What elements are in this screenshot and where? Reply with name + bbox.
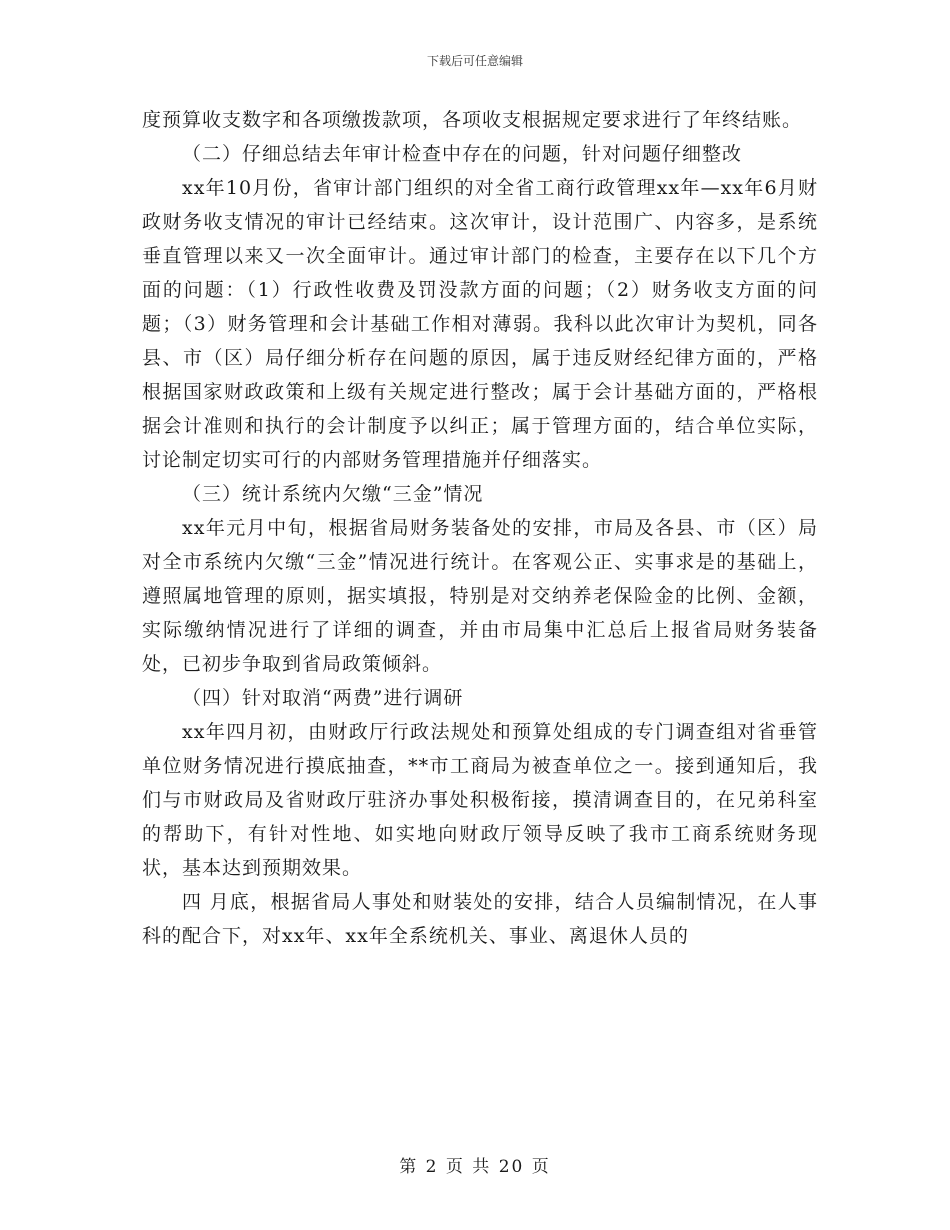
paragraph-audit: xx年10月份，省审计部门组织的对全省工商行政管理xx年—xx年6月财政财务收支情况的审计已经结束。这次审计，设计范围广、内容多，是系统垂直管理以来又一次全面审计。通过审计部门的检查，主要存在以下几个方面的问题：（1）行政性收费及罚没款方面的问题；（2）财务收支方面的问题；（3）财务管理和会计基础工作相对薄弱。我科以此次审计为契机，同各县、市（区）局仔细分析存在问题的原因，属于违反财经纪律方面的，严格根据国家财政政策和上级有关规定进行整改；属于会计基础方面的，严格根据会计准则和执行的会计制度予以纠正；属于管理方面的，结合单位实际，讨论制定切实可行的内部财务管理措施并仔细落实。 bbox=[142, 177, 818, 471]
page-header-note: 下载后可任意编辑 bbox=[426, 54, 523, 68]
section-heading-2: （二）仔细总结去年审计检查中存在的问题，针对问题仔细整改 bbox=[182, 143, 743, 165]
section-heading-3: （三）统计系统内欠缴“三金”情况 bbox=[182, 483, 484, 505]
paragraph-survey: xx年四月初，由财政厅行政法规处和预算处组成的专门调查组对省垂管单位财务情况进行摸底抽查，**市工商局为被查单位之一。接到通知后，我们与市财政局及省财政厅驻济办事处积极衔接，摸清调查目的，在兄弟科室的帮助下，有针对性地、如实地向财政厅领导反映了我市工商系统财务现状，基本达到预期效果。 bbox=[142, 721, 818, 879]
page-number-footer: 第 2 页 共 20 页 bbox=[399, 1157, 551, 1177]
paragraph-staffing: 四 月底，根据省局人事处和财装处的安排，结合人员编制情况，在人事科的配合下，对xx年、xx年全系统机关、事业、离退休人员的 bbox=[142, 891, 818, 947]
paragraph-continuation: 度预算收支数字和各项缴拨款项，各项收支根据规定要求进行了年终结账。 bbox=[142, 109, 803, 131]
paragraph-three-funds: xx年元月中旬，根据省局财务装备处的安排，市局及各县、市（区）局对全市系统内欠缴“三金”情况进行统计。在客观公正、实事求是的基础上，遵照属地管理的原则，据实填报，特别是对交纳养老保险金的比例、金额，实际缴纳情况进行了详细的调查，并由市局集中汇总后上报省局财务装备处，已初步争取到省局政策倾斜。 bbox=[142, 517, 818, 675]
document-body bbox=[142, 103, 818, 953]
section-heading-4: （四）针对取消“两费”进行调研 bbox=[182, 687, 464, 709]
